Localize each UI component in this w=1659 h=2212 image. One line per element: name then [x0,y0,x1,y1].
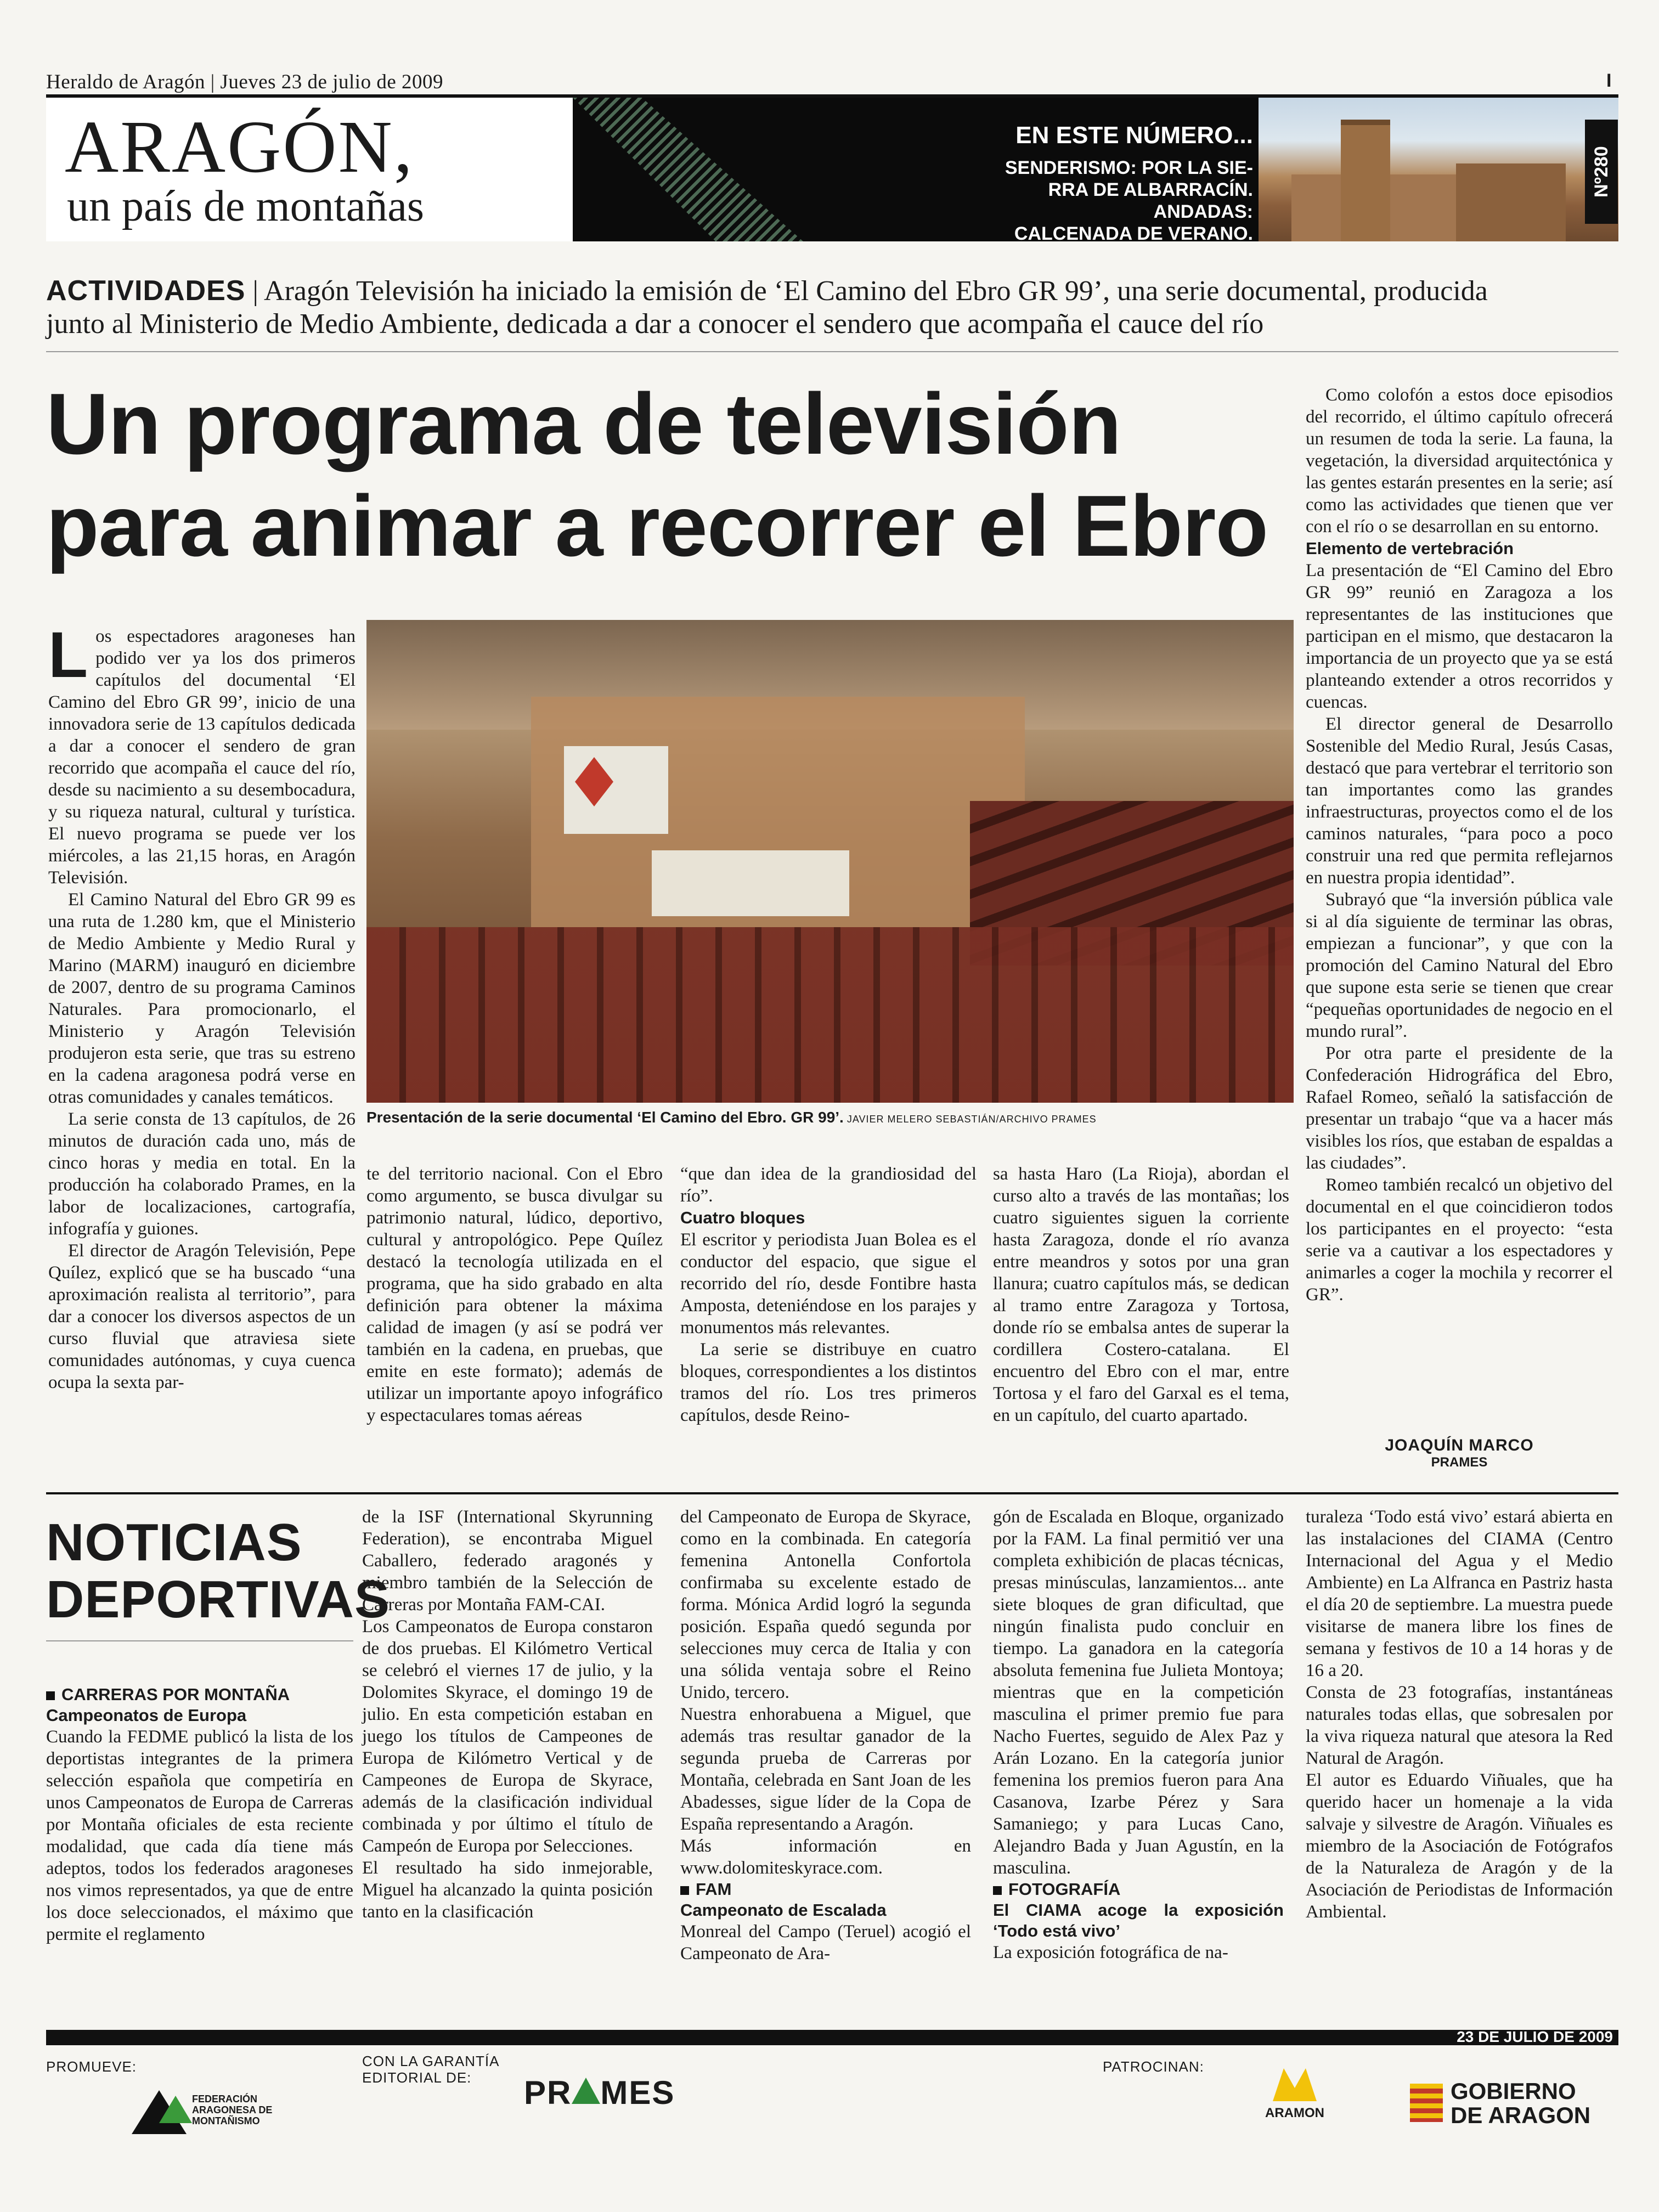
article-lead [48,619,356,889]
sports-paragraph: de la ISF (International Skyrunning Federation), se encontraba Miguel Caballero, federado aragonés y miembro también de la Selección de Carreras por Montaña FAM-CAI. [362,1507,653,1615]
banner-title: ARAGÓN, [65,106,414,188]
subhead-cuatro-bloques: Cuatro bloques [680,1208,805,1227]
section-head-label: FOTOGRAFÍA [1008,1880,1121,1899]
sports-column-4 [993,1506,1284,1963]
aramon-mark-icon [1273,2068,1317,2101]
sports-paragraph: La exposición fotográfica de na- [993,1943,1228,1962]
article-column-c [993,1163,1289,1426]
sports-title-line: DEPORTIVAS [46,1570,390,1629]
gobierno-logo-text [1451,2079,1590,2128]
fam-logo-text: FEDERACIÓN ARAGONESA DE MONTAÑISMO [192,2094,273,2126]
article-paragraph: La presentación de “El Camino del Ebro GR 99” reunió en Zaragoza a los representantes de las instituciones que participan en el mismo, que destacaron la importancia de un proyecto que ya se está planteando extender a otros recorridos y cuencas. [1306,561,1613,712]
section-head-label: FAM [696,1880,732,1899]
section-head [993,1879,1284,1900]
article-paragraph: Romeo también recalcó un objetivo del documental en el que coincidieron todos los participantes en el proyecto: “esta serie va a cautivar a los espectadores y animarles a coger la mochila y recorrer el GR”. [1306,1175,1613,1305]
square-bullet-icon [993,1886,1002,1895]
kicker-tag: ACTIVIDADES [46,275,246,307]
flag-icon [1410,2084,1443,2122]
sports-paragraph: gón de Escalada en Bloque, organizado por la FAM. La final permitió ver una completa exhibición de placas técnicas, presas minúsculas, lanzamientos... ante siete bloques de gran dificultad, que ningún finalista pudo concluir en tiempo. La ganadora en la categoría absoluta femenina fue Julieta Montoya; mientras que en la competición masculina el primer premio fue para Nacho Fuertes, seguido de Alex Paz y Arán Lozano. En la categoría junior femenina los premios fueron para Ana Casanova, Izarbe Pérez y Sara Samaniego; y para Lucas Cano, Alejandro Bada y Juan Agustín, en la masculina. [993,1507,1284,1878]
sports-rule [46,1640,353,1641]
author-name: JOAQUÍN MARCO [1385,1436,1534,1454]
mountain-icon [572,2078,600,2104]
sports-paragraph: turaleza ‘Todo está vivo’ estará abierta en las instalaciones del CIAMA (Centro Internacional del Agua y el Medio Ambiente) en La Alfranca en Pastriz hasta el día 20 de septiembre. La muestra puede visitarse de manera libre los fines de semana y festivos de 10 a 14 horas y de 16 a 20. [1306,1507,1613,1680]
section-head [680,1879,971,1900]
footer-date: 23 DE JULIO DE 2009 [1457,2028,1613,2045]
photo-credit: JAVIER MELERO SEBASTIÁN/ARCHIVO PRAMES [843,1114,1097,1125]
article-paragraph: te del territorio nacional. Con el Ebro como argumento, se busca divulgar su patrimonio natural, lúdico, deportivo, cultural y antropológico. Pepe Quílez destacó la tecnología utilizada en el programa, que ha sido grabado en alta definición para obtener la máxima calidad de imagen (y así se podrá ver también en la cadena, en pruebas, que emite en este formato); además de utilizar un importante apoyo infográfico y espectaculares tomas aéreas [366,1164,663,1425]
sports-paragraph: Más información en www.dolomiteskyrace.com. [680,1836,971,1878]
kicker [46,274,1527,341]
sports-paragraph: El resultado ha sido inmejorable, Miguel ha alcanzado la quinta posición tanto en la clasificación [362,1858,653,1922]
gobierno-aragon-logo [1410,2079,1618,2134]
sports-paragraph: Los Campeonatos de Europa constaron de dos pruebas. El Kilómetro Vertical se celebró el viernes 17 de julio, y la Dolomites Skyrace, el domingo 19 de julio. En esta competición estaban en juego los títulos de Campeones de Europa de Kilómetro Vertical y de Campeones de Europa de Skyrace, además de la clasificación individual combinada y por último el título de Campeón de Europa por Selecciones. [362,1617,653,1856]
banner-photo [1259,98,1618,241]
section-subhead: Campeonato de Escalada [680,1900,887,1920]
issue-line: CALCENADA DE VERANO. [1014,223,1253,241]
issue-box [979,122,1253,241]
prames-logo [524,2074,675,2112]
sports-paragraph: El autor es Eduardo Viñuales, que ha querido hacer un homenaje a la vida salvaje y silvestre de Aragón. Viñuales es miembro de la Asociación de Fotógrafos de la Naturaleza de Aragón y de la Asociación de Periodistas de Información Ambiental. [1306,1770,1613,1922]
article-paragraph: El director general de Desarrollo Sostenible del Medio Rural, Jesús Casas, destacó que para vertebrar el territorio son tan importantes como las grandes infraestructuras, proyectos como el de los caminos naturales, “para poco a poco construir una red que permita reflejarnos en nuestra propia identidad”. [1306,714,1613,888]
gobierno-logo-line: GOBIERNO [1451,2078,1576,2104]
banner-subtitle: un país de montañas [67,182,424,230]
prames-logo-part: MES [600,2074,675,2111]
article-column-right [1306,384,1613,1306]
section-rule [46,1492,1618,1494]
issue-heading: EN ESTE NÚMERO... [1015,122,1253,149]
kicker-text: | Aragón Televisión ha iniciado la emisión de ‘El Camino del Ebro GR 99’, una serie documental, producida junto al Ministerio de Medio Ambiente, dedicada a dar a conocer el sendero que acompaña el cauce del río [46,275,1488,340]
article-paragraph: El director de Aragón Televisión, Pepe Quílez, explicó que se ha buscado “una aproximación realista al territorio”, para dar a conocer los diversos aspectos de un curso fluvial que atraviesa siete comunidades autónomas, y cuya cuenca ocupa la sexta par- [48,1241,356,1392]
promueve-label: PROMUEVE: [46,2058,137,2075]
issue-line: RRA DE ALBARRACÍN. [1048,179,1253,200]
article-paragraph: Subrayó que “la inversión pública vale si al día siguiente de terminar las obras, empiezan a funcionar”, y que con la promoción del Camino Natural del Ebro que supone esta serie se tienen que crear “pequeñas oportunidades de negocio en el mundo rural”. [1306,890,1613,1041]
section-head-label: CARRERAS POR MONTAÑA [61,1685,290,1704]
gobierno-logo-line: DE ARAGON [1451,2102,1591,2128]
prames-logo-part: PR [524,2074,572,2111]
section-subhead: Campeonatos de Europa [46,1706,247,1725]
section-head [46,1684,353,1705]
article-column-left [48,619,356,1393]
sports-title-line: NOTICIAS [46,1513,302,1572]
article-photo [366,620,1294,1103]
sports-column-2 [362,1506,653,1923]
subhead-vertebracion: Elemento de vertebración [1306,539,1514,558]
sports-paragraph: Consta de 23 fotografías, instantáneas naturales todas ellas, que sobresalen por la viva riqueza natural que atesora la Red Natural de Aragón. [1306,1683,1613,1768]
issue-line: SENDERISMO: POR LA SIE- [1005,157,1253,178]
fam-logo [132,2079,296,2140]
sports-paragraph: Nuestra enhorabuena a Miguel, que además tras resultar ganador de la segunda prueba de Carreras por Montaña, celebrada en Sant Joan de les Abadesses, sigue líder de la Copa de España representando a Aragón. [680,1705,971,1834]
issue-number: Nº280 [1585,120,1618,224]
sports-column-3 [680,1506,971,1965]
square-bullet-icon [46,1691,55,1700]
article-paragraph: sa hasta Haro (La Rioja), abordan el curso alto a través de las montañas; los cuatro siguientes siguen la corriente hasta Zaragoza, donde el río avanza entre meandros y sotos por una gran llanura; cuatro capítulos más, se dedican al tramo entre Zaragoza y Tortosa, donde río se embalsa antes de superar la cordillera Costero-catalana. El encuentro del Ebro con el mar, entre Tortosa y el faro del Garxal es el tema, en un capítulo, del cuarto apartado. [993,1164,1289,1425]
issue-line: ANDADAS: [1153,201,1253,222]
aramon-logo-text: ARAMON [1265,2106,1324,2120]
page-number: I [1606,70,1612,91]
paper-line: Heraldo de Aragón | Jueves 23 de julio de 2009 [46,71,443,93]
author-block [1306,1436,1613,1470]
headline: Un programa de televisión para animar a recorrer el Ebro [46,376,1268,574]
sports-paragraph: Cuando la FEDME publicó la lista de los deportistas integrantes de la primera selección española que competiría en unos Campeonatos de Europa de Carreras por Montaña oficiales de esta reciente modalidad, que cada día tiene más adeptos, todos los federados aragoneses nos vimos representados, ya que de entre los doce seleccionados, el máximo que permite el reglamento [46,1727,353,1944]
article-paragraph: El escritor y periodista Juan Bolea es el conductor del espacio, que sigue el recorrido del río, desde Fontibre hasta Amposta, deteniéndose en los parajes y monumentos más relevantes. [680,1230,977,1338]
photo-caption [366,1108,1294,1128]
article-paragraph: Por otra parte el presidente de la Confederación Hidrográfica del Ebro, Rafael Romeo, señaló la satisfacción de presentar un trabajo “que va a hacer más visibles los ríos, que estaban de espaldas a las ciudades”. [1306,1043,1613,1173]
section-banner [46,98,1618,241]
sports-column-5 [1306,1506,1613,1923]
article-paragraph: La serie se distribuye en cuatro bloques, correspondientes a los distintos tramos del río. Los tres primeros capítulos, desde Reino- [680,1340,977,1425]
garantia-label: CON LA GARANTÍA EDITORIAL DE: [362,2053,499,2086]
drop-cap: L [48,619,88,691]
article-column-b [680,1163,977,1426]
patrocinan-label: PATROCINAN: [1103,2058,1204,2075]
article-paragraph: “que dan idea de la grandiosidad del río”. [680,1164,977,1206]
caption-text: Presentación de la serie documental ‘El Camino del Ebro. GR 99’. [366,1109,844,1126]
sports-column-1 [46,1684,353,1945]
lead-text: os espectadores aragoneses han podido ver ya los dos primeros capítulos del documental ‘El Camino del Ebro GR 99’, inicio de una innovadora serie de 13 capítulos dedicada a dar a conocer el sendero de gran recorrido que acompaña el cauce del río, desde su nacimiento a su desembocadura, y su riqueza natural, cultural y turística. El nuevo programa se puede ver los miércoles, a las 21,15 horas, en Aragón Televisión. [48,627,356,888]
sports-paragraph: Monreal del Campo (Teruel) acogió el Campeonato de Ara- [680,1922,971,1963]
article-paragraph: La serie consta de 13 capítulos, de 26 minutos de duración cada uno, más de cinco horas y media en total. En la producción ha colaborado Prames, en la labor de localizaciones, cartografía, infografía y guiones. [48,1109,356,1239]
article-paragraph: Como colofón a estos doce episodios del recorrido, el último capítulo ofrecerá un resumen de toda la serie. La fauna, la vegetación, la diversidad arquitectónica y las gentes estarán presentes en la serie; así como las actividades que tienen que ver con el río o se desarrollan en su entorno. [1306,385,1613,537]
section-subhead: El CIAMA acoge la exposición ‘Todo está vivo’ [993,1900,1284,1940]
author-org: PRAMES [1431,1455,1488,1470]
article-column-a [366,1163,663,1426]
sports-title [46,1513,390,1629]
article-paragraph: El Camino Natural del Ebro GR 99 es una ruta de 1.280 km, que el Ministerio de Medio Ambiente y Medio Rural y Marino (MARM) inauguró en diciembre de 2007, dentro de su programa Caminos Naturales. Para promocionarlo, el Ministerio y Aragón Televisión produjeron esta serie, que tras su estreno en la cadena aragonesa podrá verse en otras comunidades y canales temáticos. [48,890,356,1107]
aramon-logo [1262,2068,1328,2140]
sports-paragraph: del Campeonato de Europa de Skyrace, como en la combinada. En categoría femenina Antonella Confortola confirmaba su excelente estado de forma. Mónica Ardid logró la segunda posición. España quedó segunda por selecciones muy cerca de Italia y con una sólida ventaja sobre el Reino Unido, tercero. [680,1507,971,1702]
kicker-rule [46,351,1618,352]
square-bullet-icon [680,1886,689,1895]
